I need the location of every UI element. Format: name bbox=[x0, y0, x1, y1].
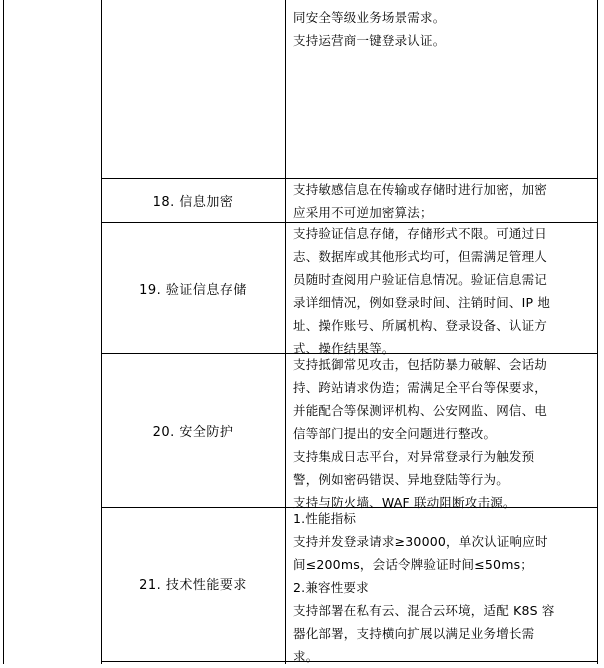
requirement-label-technical-performance: 21. 技术性能要求 bbox=[139, 578, 247, 593]
content-line: 支持抵御常见攻击，包括防暴力破解、会话劫 bbox=[293, 357, 548, 372]
content-line: 址、操作账号、所属机构、登录设备、认证方 bbox=[293, 318, 548, 333]
content-line: 支持集成日志平台，对异常登录行为触发预 bbox=[293, 449, 535, 464]
content-line: 录详细情况，例如登录时间、注销时间、IP 地 bbox=[293, 295, 551, 310]
content-line: 支持与防火墙、WAF 联动阻断攻击源。 bbox=[293, 495, 516, 510]
content-line: 求。 bbox=[293, 649, 319, 664]
content-line: 应采用不可逆加密算法； bbox=[293, 205, 433, 220]
content-line: 1.性能指标 bbox=[293, 511, 357, 526]
content-line: 2.兼容性要求 bbox=[293, 580, 369, 595]
content-line: 支持验证信息存储，存储形式不限。可通过日 bbox=[293, 226, 548, 241]
requirement-content-verification-storage bbox=[293, 222, 597, 360]
content-line: 支持运营商一键登录认证。 bbox=[293, 33, 446, 48]
content-line: 支持部署在私有云、混合云环境，适配 K8S 容 bbox=[293, 603, 555, 618]
table-border-right bbox=[597, 0, 598, 664]
content-line: 同安全等级业务场景需求。 bbox=[293, 10, 446, 25]
requirement-label-verification-storage: 19. 验证信息存储 bbox=[139, 283, 247, 298]
content-line: 信等部门提出的安全问题进行整改。 bbox=[293, 426, 497, 441]
content-line: 支持敏感信息在传输或存储时进行加密，加密 bbox=[293, 182, 548, 197]
content-line: 并能配合等保测评机构、公安网监、网信、电 bbox=[293, 403, 548, 418]
content-line: 器化部署，支持横向扩展以满足业务增长需 bbox=[293, 626, 535, 641]
requirement-content-security-protection bbox=[293, 353, 597, 514]
requirement-content-technical-performance bbox=[293, 507, 597, 668]
content-line: 支持并发登录请求≥30000，单次认证响应时 bbox=[293, 534, 548, 549]
content-line: 式、操作结果等。 bbox=[293, 341, 395, 356]
content-line: 志、数据库或其他形式均可，但需满足管理人 bbox=[293, 249, 548, 264]
requirement-content-info-encryption bbox=[293, 178, 597, 224]
content-line: 员随时查阅用户验证信息情况。验证信息需记 bbox=[293, 272, 548, 287]
content-line: 持、跨站请求伪造；需满足全平台等保要求， bbox=[293, 380, 548, 395]
table-border-left bbox=[3, 0, 4, 664]
content-line: 警，例如密码错误、异地登陆等行为。 bbox=[293, 472, 509, 487]
requirement-label-info-encryption: 18. 信息加密 bbox=[152, 195, 234, 210]
column-divider-category bbox=[101, 0, 102, 664]
requirement-content-continued bbox=[293, 6, 597, 52]
content-line: 间≤200ms，会话令牌验证时间≤50ms； bbox=[293, 557, 533, 572]
requirement-label-security-protection: 20. 安全防护 bbox=[152, 425, 234, 440]
column-divider-content bbox=[285, 0, 286, 664]
